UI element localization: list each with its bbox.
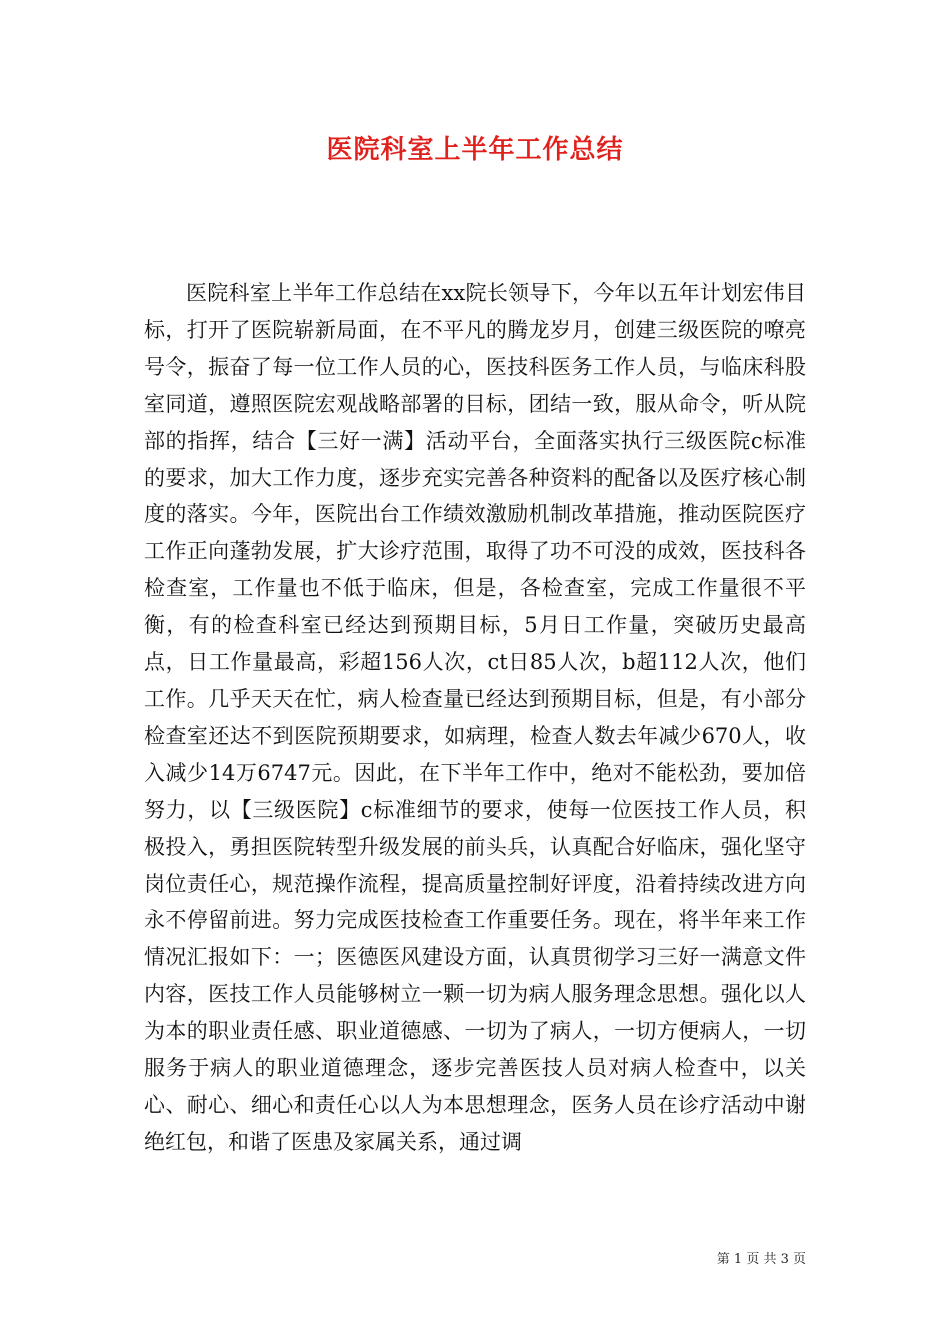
document-body-paragraph: 医院科室上半年工作总结在xx院长领导下，今年以五年计划宏伟目标，打开了医院崭新局面，在不平凡的腾龙岁月，创建三级医院的嘹亮号令，振奋了每一位工作人员的心，医技科医务工作人员，与临床科股室同道，遵照医院宏观战略部署的目标，团结一致，服从命令，听从院部的指挥，结合【三好一满】活动平台，全面落实执行三级医院c标准的要求，加大工作力度，逐步充实完善各种资料的配备以及医疗核心制度的落实。今年，医院出台工作绩效激励机制改革措施，推动医院医疗工作正向蓬勃发展，扩大诊疗范围，取得了功不可没的成效，医技科各检查室，工作量也不低于临床，但是，各检查室，完成工作量很不平衡，有的检查科室已经达到预期目标，5月日工作量，突破历史最高点，日工作量最高，彩超156人次，ct日85人次，b超112人次，他们工作。几乎天天在忙，病人检查量已经达到预期目标，但是，有小部分检查室还达不到医院预期要求，如病理，检查人数去年减少670人，收入减少14万6747元。因此，在下半年工作中，绝对不能松劲，要加倍努力，以【三级医院】c标准细节的要求，使每一位医技工作人员，积极投入，勇担医院转型升级发展的前头兵，认真配合好临床，强化坚守岗位责任心，规范操作流程，提高质量控制好评度，沿着持续改进方向永不停留前进。努力完成医技检查工作重要任务。现在，将半年来工作情况汇报如下：一；医德医风建设方面，认真贯彻学习三好一满意文件内容，医技工作人员能够树立一颗一切为病人服务理念思想。强化以人为本的职业责任感、职业道德感、一切为了病人，一切方便病人，一切服务于病人的职业道德理念，逐步完善医技人员对病人检查中，以关心、耐心、细心和责任心以人为本思想理念，医务人员在诊疗活动中谢绝红包，和谐了医患及家属关系，通过调 [144,281,806,1154]
page-number-footer [717,1251,806,1269]
document-title: 医院科室上半年工作总结 [326,135,624,165]
page-number-label: 第 1 页 共 3 页 [716,1252,806,1267]
